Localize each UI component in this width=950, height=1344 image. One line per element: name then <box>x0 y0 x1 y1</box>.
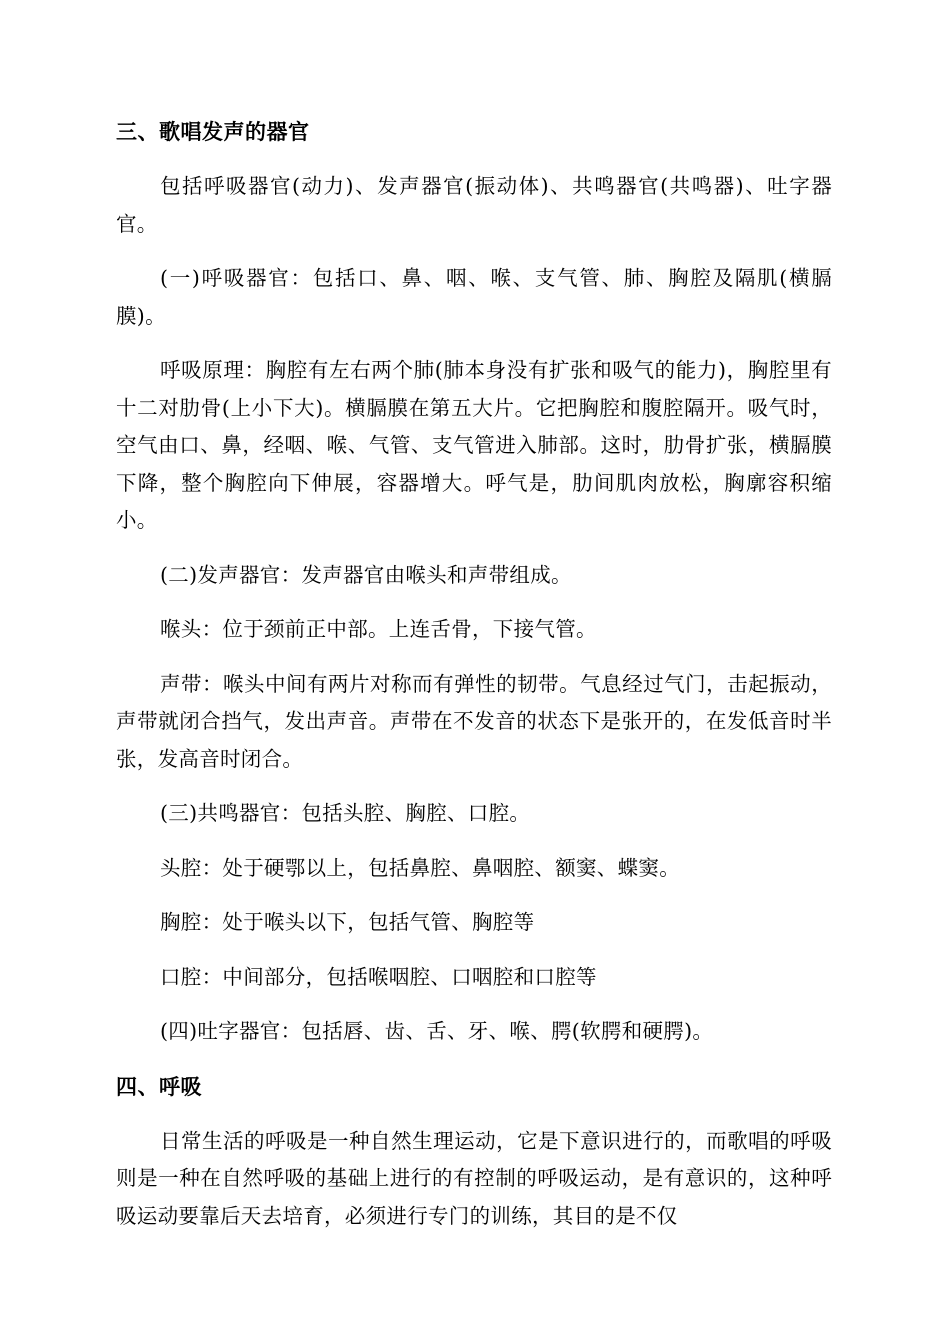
document-page <box>116 112 832 1235</box>
paragraph-organs-overview: 包括呼吸器官(动力)、发声器官(振动体)、共鸣器官(共鸣器)、吐字器官。 <box>116 174 832 236</box>
paragraph-chest-cavity: 胸腔：处于喉头以下，包括气管、胸腔等 <box>160 910 535 934</box>
paragraph-breathing-principle: 呼吸原理：胸腔有左右两个肺(肺本身没有扩张和吸气的能力)，胸腔里有十二对肋骨(上小下大)。横膈膜在第五大片。它把胸腔和腹腔隔开。吸气时，空气由口、鼻，经咽、喉、气管、支气管进入肺部。这时，肋骨扩张，横膈膜下降，整个胸腔向下伸展，容器增大。呼气是，肋间肌肉放松，胸廓容积缩小。 <box>116 358 832 532</box>
paragraph-articulation-organs: (四)吐字器官：包括唇、齿、舌、牙、喉、腭(软腭和硬腭)。 <box>160 1019 714 1043</box>
paragraph-vocal-cords: 声带：喉头中间有两片对称而有弹性的韧带。气息经过气门，击起振动，声带就闭合挡气，发出声音。声带在不发音的状态下是张开的，在发低音时半张，发高音时闭合。 <box>116 671 832 771</box>
paragraph-resonance-organs: (三)共鸣器官：包括头腔、胸腔、口腔。 <box>160 801 531 825</box>
paragraph-larynx: 喉头：位于颈前正中部。上连舌骨，下接气管。 <box>160 617 597 641</box>
paragraph-respiratory-organs: (一)呼吸器官：包括口、鼻、咽、喉、支气管、肺、胸腔及隔肌(横膈膜)。 <box>116 266 832 328</box>
paragraph-oral-cavity: 口腔：中间部分，包括喉咽腔、口咽腔和口腔等 <box>160 964 597 989</box>
section-heading-vocal-organs: 三、歌唱发声的器官 <box>116 120 310 144</box>
paragraph-vocal-organs: (二)发声器官：发声器官由喉头和声带组成。 <box>160 562 572 587</box>
section-heading-breathing: 四、呼吸 <box>116 1074 202 1099</box>
paragraph-head-cavity: 头腔：处于硬鄂以上，包括鼻腔、鼻咽腔、额窦、蝶窦。 <box>160 855 680 880</box>
paragraph-breathing-intro: 日常生活的呼吸是一种自然生理运动，它是下意识进行的，而歌唱的呼吸则是一种在自然呼吸的基础上进行的有控制的呼吸运动，是有意识的，这种呼吸运动要靠后天去培育，必须进行专门的训练，其目的是不仅 <box>116 1128 832 1228</box>
